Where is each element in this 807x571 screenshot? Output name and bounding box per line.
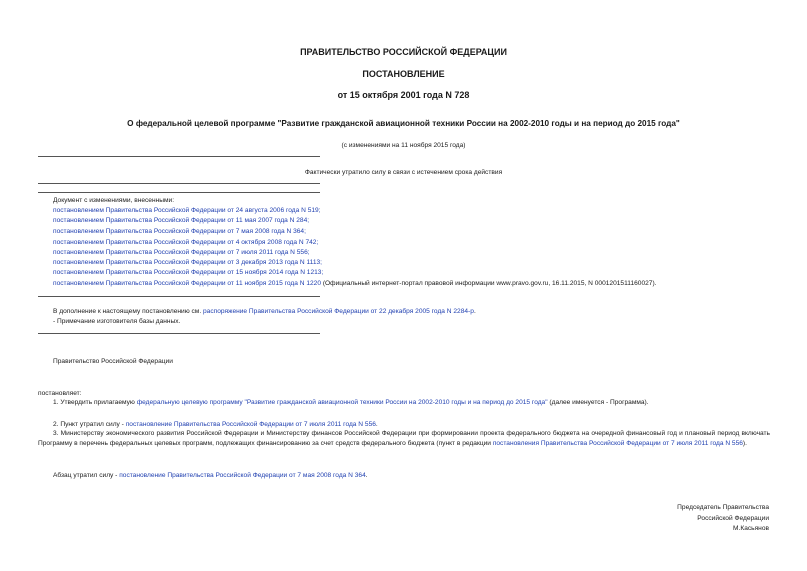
- database-note: - Примечание изготовителя базы данных.: [53, 318, 181, 325]
- document-title: О федеральной целевой программе "Развитие гражданской авиационной техники России на 2002-2010 годы и на период до 2015 года": [127, 119, 680, 128]
- paragraph-1: 1. Утвердить прилагаемую федеральную целевую программу "Развитие гражданской авиационной техники России на 2002-2010 годы и на период до 2015 года" (далее именуется - Программа).: [53, 399, 649, 406]
- program-link[interactable]: федеральную целевую программу "Развитие гражданской авиационной техники России на 2002-2010 годы и на период до 2015 года": [136, 399, 548, 406]
- paragraph-3-link[interactable]: постановления Правительства Российской Федерации от 7 июля 2011 года N 556: [492, 440, 743, 447]
- status-note: Фактически утратило силу в связи с истечением срока действия: [304, 169, 503, 176]
- amendment-link[interactable]: постановлением Правительства Российской Федерации от 11 ноября 2015 года N 1220: [53, 280, 321, 287]
- changes-intro: Документ с изменениями, внесенными:: [53, 197, 175, 204]
- paragraph-2: 2. Пункт утратил силу - постановление Правительства Российской Федерации от 7 июля 2011 года N 556.: [53, 421, 378, 428]
- amendment-link[interactable]: постановлением Правительства Российской Федерации от 11 мая 2007 года N 284;: [53, 217, 310, 224]
- addition-note: В дополнение к настоящему постановлению см. распоряжение Правительства Российской Федерации от 22 декабря 2005 года N 2284-р.: [53, 308, 476, 315]
- issuer-text: Правительство Российской Федерации: [53, 358, 173, 365]
- divider: [38, 192, 320, 193]
- amendment-link[interactable]: постановлением Правительства Российской Федерации от 7 июля 2011 года N 556;: [53, 249, 310, 256]
- government-heading: ПРАВИТЕЛЬСТВО РОССИЙСКОЙ ФЕДЕРАЦИИ: [300, 47, 507, 57]
- addition-link[interactable]: распоряжение Правительства Российской Федерации от 22 декабря 2005 года N 2284-р: [203, 308, 474, 315]
- amendment-link[interactable]: постановлением Правительства Российской Федерации от 7 мая 2008 года N 364;: [53, 228, 306, 235]
- divider: [38, 156, 320, 157]
- amendment-link[interactable]: постановлением Правительства Российской Федерации от 4 октября 2008 года N 742;: [53, 239, 319, 246]
- document-date-number: от 15 октября 2001 года N 728: [337, 90, 470, 100]
- paragraph-2-link[interactable]: постановление Правительства Российской Федерации от 7 июля 2011 года N 556: [125, 421, 376, 428]
- paragraph-3: 3. Министерству экономического развития Российской Федерации и Министерству финансов Российской Федерации при формировании проекта федерального бюджета на очередной финансовый год и плановый период включать Программу в перечень федеральных целевых программ, подлежащих финансированию за счет средств федерального бюджета (пункт в редакции постановления Правительства Российской Федерации от 7 июля 2011 года N 556).: [38, 430, 770, 447]
- document-type-heading: ПОСТАНОВЛЕНИЕ: [362, 69, 445, 79]
- signature-title: Председатель Правительства: [677, 504, 769, 511]
- amendment-link[interactable]: постановлением Правительства Российской Федерации от 3 декабря 2013 года N 1113;: [53, 259, 322, 266]
- amendment-note: (с изменениями на 11 ноября 2015 года): [341, 142, 466, 149]
- divider: [38, 333, 320, 334]
- amendment-link[interactable]: постановлением Правительства Российской Федерации от 15 ноября 2014 года N 1213;: [53, 269, 324, 276]
- amendment-link[interactable]: постановлением Правительства Российской Федерации от 24 августа 2006 года N 519;: [53, 207, 321, 214]
- decrees-text: постановляет:: [38, 390, 82, 397]
- signature-name: М.Касьянов: [733, 525, 769, 532]
- divider: [38, 296, 320, 297]
- paragraph-abz: Абзац утратил силу - постановление Правительства Российской Федерации от 7 мая 2008 года N 364.: [53, 472, 368, 479]
- signature-org: Российской Федерации: [697, 515, 769, 522]
- divider: [38, 183, 320, 184]
- amendment-last-line: [53, 279, 656, 288]
- paragraph-abz-link[interactable]: постановление Правительства Российской Федерации от 7 мая 2008 года N 364: [119, 472, 366, 479]
- publication-source: (Официальный интернет-портал правовой информации www.pravo.gov.ru, 16.11.2015, N 0001201511160027).: [321, 280, 657, 287]
